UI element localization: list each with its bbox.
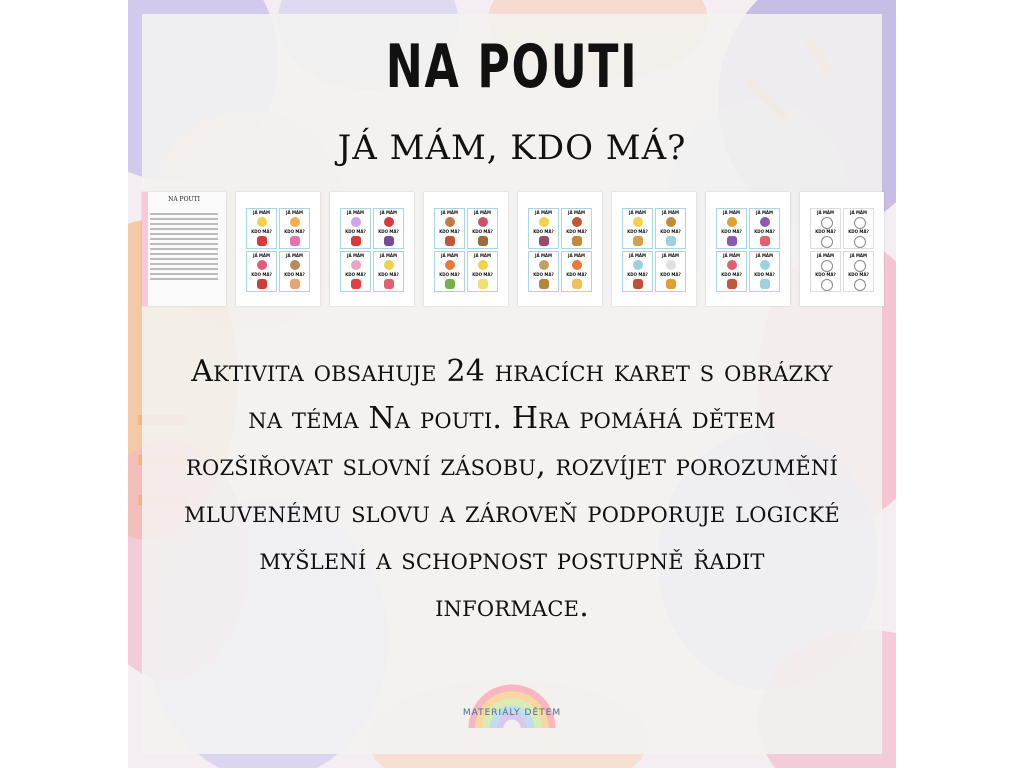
game-card: [434, 251, 465, 292]
right-margin: [896, 0, 1024, 768]
game-card: [279, 251, 310, 292]
card-picture-icon: [539, 260, 549, 270]
card-grid: [246, 208, 310, 292]
game-card: [467, 208, 498, 249]
intro-sheet-border: [142, 192, 148, 306]
card-label-ja-mam: JÁ MÁM: [722, 253, 741, 258]
card-picture-icon: [854, 260, 866, 272]
card-label-ja-mam: JÁ MÁM: [849, 253, 868, 258]
card-picture-icon: [384, 279, 394, 289]
card-picture-icon: [384, 217, 394, 227]
card-picture-icon: [821, 279, 833, 291]
card-picture-icon: [572, 236, 582, 246]
page-subtitle: JÁ MÁM, KDO MÁ?: [337, 128, 687, 168]
preview-thumbnails: [142, 190, 882, 308]
card-picture-icon: [854, 217, 866, 229]
brand-logo-text: MATERIÁLY DĚTEM: [462, 708, 562, 718]
card-label-ja-mam: JÁ MÁM: [816, 210, 835, 215]
card-label-ja-mam: JÁ MÁM: [285, 210, 304, 215]
game-card: [716, 208, 747, 249]
game-card: [843, 251, 874, 292]
card-label-kdo-ma: KDO MÁ?: [345, 272, 366, 277]
card-picture-icon: [854, 279, 866, 291]
card-picture-icon: [290, 236, 300, 246]
game-card: [340, 208, 371, 249]
card-picture-icon: [572, 279, 582, 289]
card-label-kdo-ma: KDO MÁ?: [251, 229, 272, 234]
card-label-kdo-ma: KDO MÁ?: [660, 229, 681, 234]
game-card: [810, 251, 841, 292]
card-picture-icon: [257, 260, 267, 270]
card-picture-icon: [760, 279, 770, 289]
card-label-kdo-ma: KDO MÁ?: [660, 272, 681, 277]
card-picture-icon: [727, 260, 737, 270]
game-card: [246, 208, 277, 249]
card-picture-icon: [478, 260, 488, 270]
card-label-kdo-ma: KDO MÁ?: [627, 229, 648, 234]
card-picture-icon: [572, 260, 582, 270]
thumbnail-card-sheet: [424, 192, 508, 306]
game-card: [434, 208, 465, 249]
card-picture-icon: [478, 217, 488, 227]
card-label-ja-mam: JÁ MÁM: [440, 253, 459, 258]
thumbnail-card-sheet: [330, 192, 414, 306]
card-label-kdo-ma: KDO MÁ?: [815, 272, 836, 277]
card-label-kdo-ma: KDO MÁ?: [721, 272, 742, 277]
card-label-ja-mam: JÁ MÁM: [346, 253, 365, 258]
card-picture-icon: [351, 236, 361, 246]
card-label-ja-mam: JÁ MÁM: [346, 210, 365, 215]
card-picture-icon: [633, 236, 643, 246]
card-picture-icon: [384, 260, 394, 270]
card-picture-icon: [727, 279, 737, 289]
intro-sheet-title: NA POUTI: [168, 196, 200, 203]
card-picture-icon: [257, 279, 267, 289]
card-label-ja-mam: JÁ MÁM: [567, 253, 586, 258]
card-picture-icon: [445, 236, 455, 246]
product-description: Aktivita obsahuje 24 hracích karet s obrázky na téma Na pouti. Hra pomáhá dětem rozšiřovat slovní zásobu, rozvíjet porozumění mluvenému slovu a zároveň podporuje logické myšlení a schopnost postupně řadit informace.: [184, 354, 840, 624]
card-label-kdo-ma: KDO MÁ?: [284, 229, 305, 234]
card-picture-icon: [666, 279, 676, 289]
card-label-kdo-ma: KDO MÁ?: [251, 272, 272, 277]
card-label-kdo-ma: KDO MÁ?: [721, 229, 742, 234]
card-label-ja-mam: JÁ MÁM: [285, 253, 304, 258]
thumbnail-card-sheet: [518, 192, 602, 306]
card-label-kdo-ma: KDO MÁ?: [345, 229, 366, 234]
card-picture-icon: [633, 279, 643, 289]
card-picture-icon: [539, 236, 549, 246]
game-card: [716, 251, 747, 292]
card-label-kdo-ma: KDO MÁ?: [472, 229, 493, 234]
card-picture-icon: [666, 217, 676, 227]
card-label-kdo-ma: KDO MÁ?: [754, 229, 775, 234]
card-grid: [716, 208, 780, 292]
card-picture-icon: [478, 236, 488, 246]
game-card: [373, 251, 404, 292]
game-card: [467, 251, 498, 292]
card-picture-icon: [257, 236, 267, 246]
card-label-ja-mam: JÁ MÁM: [440, 210, 459, 215]
card-picture-icon: [257, 217, 267, 227]
page-title: NA POUTI: [385, 32, 639, 102]
card-picture-icon: [290, 279, 300, 289]
card-picture-icon: [445, 279, 455, 289]
card-label-ja-mam: JÁ MÁM: [567, 210, 586, 215]
card-label-kdo-ma: KDO MÁ?: [627, 272, 648, 277]
card-label-ja-mam: JÁ MÁM: [849, 210, 868, 215]
game-card: [279, 208, 310, 249]
card-label-ja-mam: JÁ MÁM: [816, 253, 835, 258]
card-label-ja-mam: JÁ MÁM: [661, 253, 680, 258]
card-label-ja-mam: JÁ MÁM: [379, 210, 398, 215]
card-label-ja-mam: JÁ MÁM: [661, 210, 680, 215]
game-card: [561, 208, 592, 249]
card-label-kdo-ma: KDO MÁ?: [378, 229, 399, 234]
card-label-kdo-ma: KDO MÁ?: [439, 272, 460, 277]
thumbnail-card-sheet: [236, 192, 320, 306]
card-label-ja-mam: JÁ MÁM: [473, 253, 492, 258]
brand-logo: [462, 670, 562, 750]
card-label-kdo-ma: KDO MÁ?: [848, 229, 869, 234]
card-label-kdo-ma: KDO MÁ?: [472, 272, 493, 277]
thumbnail-card-sheet: [706, 192, 790, 306]
thumbnail-intro-sheet: [142, 192, 226, 306]
card-grid: [434, 208, 498, 292]
card-label-ja-mam: JÁ MÁM: [379, 253, 398, 258]
card-label-kdo-ma: KDO MÁ?: [815, 229, 836, 234]
card-label-ja-mam: JÁ MÁM: [628, 253, 647, 258]
thumbnail-card-sheet: [612, 192, 696, 306]
card-label-ja-mam: JÁ MÁM: [252, 253, 271, 258]
card-picture-icon: [290, 260, 300, 270]
card-label-kdo-ma: KDO MÁ?: [284, 272, 305, 277]
intro-sheet-text-lines: [150, 210, 218, 283]
product-image: [128, 0, 896, 768]
game-card: [810, 208, 841, 249]
card-picture-icon: [821, 260, 833, 272]
card-label-kdo-ma: KDO MÁ?: [566, 229, 587, 234]
card-picture-icon: [351, 260, 361, 270]
game-card: [749, 251, 780, 292]
card-picture-icon: [666, 260, 676, 270]
card-label-kdo-ma: KDO MÁ?: [848, 272, 869, 277]
card-picture-icon: [727, 236, 737, 246]
card-picture-icon: [633, 260, 643, 270]
card-label-kdo-ma: KDO MÁ?: [439, 229, 460, 234]
card-picture-icon: [760, 236, 770, 246]
card-grid: [340, 208, 404, 292]
card-picture-icon: [760, 260, 770, 270]
thumbnail-card-template: [800, 192, 884, 306]
card-picture-icon: [351, 279, 361, 289]
card-picture-icon: [821, 217, 833, 229]
card-label-ja-mam: JÁ MÁM: [722, 210, 741, 215]
card-picture-icon: [445, 217, 455, 227]
game-card: [340, 251, 371, 292]
card-label-kdo-ma: KDO MÁ?: [378, 272, 399, 277]
card-label-ja-mam: JÁ MÁM: [252, 210, 271, 215]
card-label-kdo-ma: KDO MÁ?: [566, 272, 587, 277]
card-picture-icon: [384, 236, 394, 246]
card-picture-icon: [539, 217, 549, 227]
game-card: [246, 251, 277, 292]
game-card: [561, 251, 592, 292]
card-label-ja-mam: JÁ MÁM: [755, 253, 774, 258]
game-card: [622, 251, 653, 292]
game-card: [655, 208, 686, 249]
card-label-ja-mam: JÁ MÁM: [534, 210, 553, 215]
card-picture-icon: [727, 217, 737, 227]
card-picture-icon: [539, 279, 549, 289]
game-card: [749, 208, 780, 249]
card-label-ja-mam: JÁ MÁM: [755, 210, 774, 215]
card-grid: [528, 208, 592, 292]
game-card: [528, 251, 559, 292]
card-picture-icon: [633, 217, 643, 227]
card-grid: [810, 208, 874, 292]
card-label-kdo-ma: KDO MÁ?: [533, 272, 554, 277]
card-picture-icon: [666, 236, 676, 246]
card-label-kdo-ma: KDO MÁ?: [754, 272, 775, 277]
card-picture-icon: [760, 217, 770, 227]
card-picture-icon: [478, 279, 488, 289]
card-picture-icon: [572, 217, 582, 227]
game-card: [843, 208, 874, 249]
card-label-kdo-ma: KDO MÁ?: [533, 229, 554, 234]
card-label-ja-mam: JÁ MÁM: [534, 253, 553, 258]
card-picture-icon: [290, 217, 300, 227]
card-picture-icon: [854, 236, 866, 248]
game-card: [528, 208, 559, 249]
game-card: [655, 251, 686, 292]
rainbow-icon: [462, 670, 562, 730]
game-card: [373, 208, 404, 249]
card-picture-icon: [351, 217, 361, 227]
left-margin: [0, 0, 128, 768]
card-grid: [622, 208, 686, 292]
game-card: [622, 208, 653, 249]
card-label-ja-mam: JÁ MÁM: [628, 210, 647, 215]
card-picture-icon: [445, 260, 455, 270]
card-picture-icon: [821, 236, 833, 248]
card-label-ja-mam: JÁ MÁM: [473, 210, 492, 215]
